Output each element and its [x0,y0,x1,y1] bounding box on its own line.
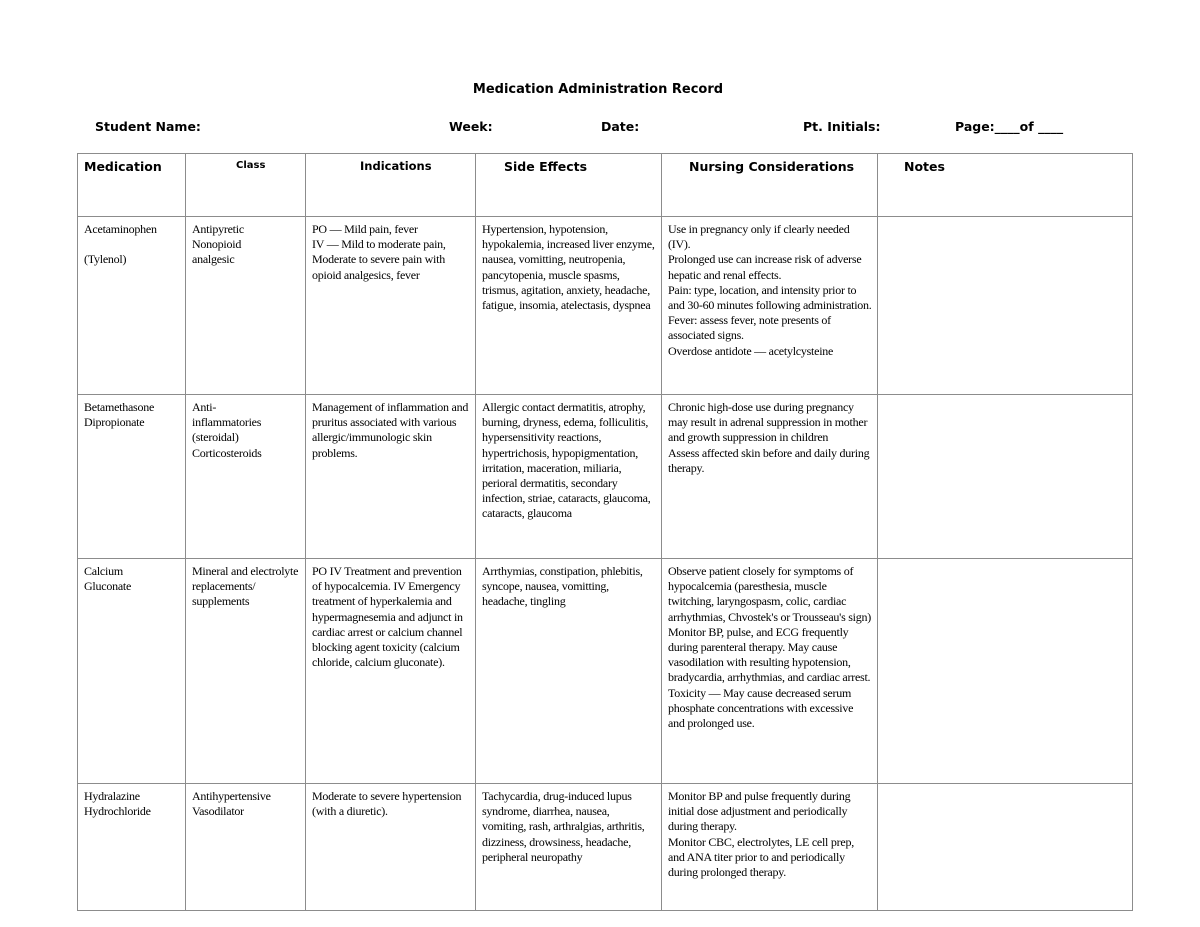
pt-initials-label: Pt. Initials: [803,119,881,134]
page-title: Medication Administration Record [472,82,724,97]
nursing-considerations-cell: Observe patient closely for symptoms of hypocalcemia (paresthesia, muscle twitching, laryngospasm, colic, cardiac arrhythmias, Chvostek's or Trousseau's sign) Monitor BP, pulse, and ECG frequently during parenteral therapy. May cause vasodilation with resulting hypotension, bradycardia, arrhythmias, and cardiac arrest. Toxicity — May cause decreased serum phosphate concentrations with excessive and prolonged use. [662,559,878,784]
class-cell: Antihypertensive Vasodilator [186,784,306,911]
side-effects-cell: Allergic contact dermatitis, atrophy, burning, dryness, edema, folliculitis, hypersensitivity reactions, hypertrichosis, hypopigmentation, irritation, maceration, miliaria, perioral dermatitis, secondary infection, striae, cataracts, glaucoma, cataracts, glaucoma [476,395,662,559]
class-cell: Antipyretic Nonopioid analgesic [186,217,306,395]
indications-cell: Management of inflammation and pruritus associated with various allergic/immunologic skin problems. [306,395,476,559]
indications-cell: Moderate to severe hypertension (with a diuretic). [306,784,476,911]
medication-table [77,153,1133,911]
notes-cell [878,395,1133,559]
table-row [78,559,1133,784]
table-row [78,395,1133,559]
column-header-medication: Medication [78,154,186,217]
table-row [78,784,1133,911]
table-row [78,217,1133,395]
medication-cell: Calcium Gluconate [78,559,186,784]
week-label: Week: [449,119,493,134]
column-header-indications: Indications [306,154,476,217]
notes-cell [878,217,1133,395]
table-header-row [78,154,1133,217]
nursing-considerations-cell: Chronic high-dose use during pregnancy may result in adrenal suppression in mother and growth suppression in children Assess affected skin before and daily during therapy. [662,395,878,559]
page-number-label: Page:____of ____ [955,119,1064,134]
medication-cell: Betamethasone Dipropionate [78,395,186,559]
medication-cell: Hydralazine Hydrochloride [78,784,186,911]
date-label: Date: [601,119,640,134]
notes-cell [878,559,1133,784]
column-header-class: Class [186,154,306,217]
student-name-label: Student Name: [95,119,201,134]
indications-cell: PO — Mild pain, fever IV — Mild to moderate pain, Moderate to severe pain with opioid analgesics, fever [306,217,476,395]
column-header-nursing-considerations: Nursing Considerations [662,154,878,217]
class-cell: Mineral and electrolyte replacements/ supplements [186,559,306,784]
column-header-notes: Notes [878,154,1133,217]
medication-cell: Acetaminophen (Tylenol) [78,217,186,395]
side-effects-cell: Tachycardia, drug-induced lupus syndrome, diarrhea, nausea, vomiting, rash, arthralgias, arthritis, dizziness, drowsiness, headache, peripheral neuropathy [476,784,662,911]
column-header-side-effects: Side Effects [476,154,662,217]
nursing-considerations-cell: Use in pregnancy only if clearly needed (IV). Prolonged use can increase risk of adverse hepatic and renal effects. Pain: type, location, and intensity prior to and 30-60 minutes following administration. Fever: assess fever, note presents of associated signs. Overdose antidote — acetylcysteine [662,217,878,395]
indications-cell: PO IV Treatment and prevention of hypocalcemia. IV Emergency treatment of hyperkalemia and hypermagnesemia and adjunct in cardiac arrest or calcium channel blocking agent toxicity (calcium chloride, calcium gluconate). [306,559,476,784]
side-effects-cell: Arrthymias, constipation, phlebitis, syncope, nausea, vomitting, headache, tingling [476,559,662,784]
class-cell: Anti- inflammatories (steroidal) Corticosteroids [186,395,306,559]
side-effects-cell: Hypertension, hypotension, hypokalemia, increased liver enzyme, nausea, vomitting, neutropenia, pancytopenia, muscle spasms, trismus, agitation, anxiety, headache, fatigue, insomia, atelectasis, dyspnea [476,217,662,395]
notes-cell [878,784,1133,911]
nursing-considerations-cell: Monitor BP and pulse frequently during initial dose adjustment and periodically during therapy. Monitor CBC, electrolytes, LE cell prep, and ANA titer prior to and periodically during prolonged therapy. [662,784,878,911]
